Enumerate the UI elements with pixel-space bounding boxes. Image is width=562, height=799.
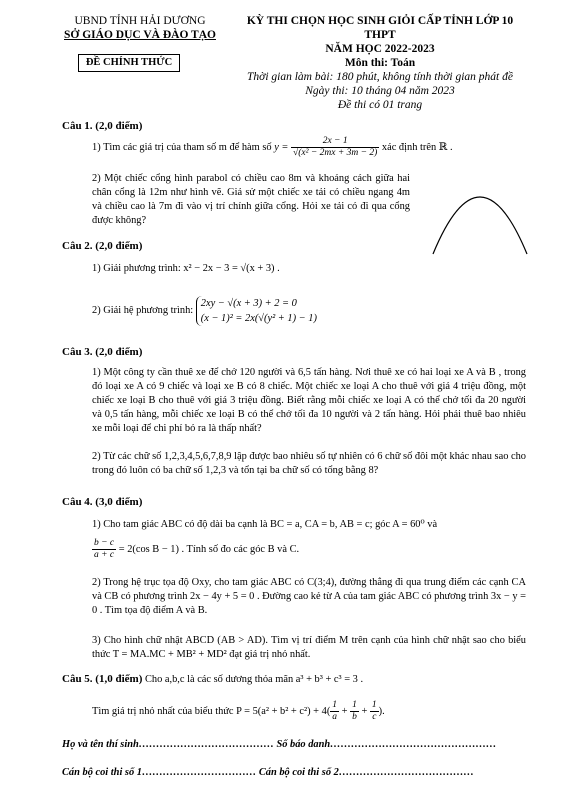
q2-part1: 1) Giải phương trình: x² − 2x − 3 = √(x + 3) . — [92, 263, 280, 274]
subject: Môn thi: Toán — [344, 57, 416, 69]
q2-system — [196, 296, 317, 326]
q3-part2: 2) Từ các chữ số 1,2,3,4,5,6,7,8,9 lập được bao nhiêu số tự nhiên có 6 chữ số đôi một khác nhau sao cho trong đó luôn có ba chữ số 1,2,3 và tổn tại ba chữ số có tổng bằng 8? — [92, 451, 526, 476]
q1-part2: 2) Một chiếc cổng hình parabol có chiều cao 8m và khoảng cách giữa hai chân cổng là 12m như hình vẽ. Giả sử một chiếc xe tải có chiều ngang 4m và chiều cao là 7m đi vào vị trí chính giữa cổng. Hỏi xe tải có đi qua cổng được không? — [92, 173, 410, 226]
time-info: Thời gian làm bài: 180 phút, không tính thời gian phát đề — [247, 71, 513, 83]
q5-line2-text: Tìm giá trị nhỏ nhất của biểu thức P = 5(a² + b² + c²) + 4( — [92, 705, 331, 717]
q3-heading: Câu 3. (2,0 điểm) — [62, 346, 143, 358]
q5-line2-tail: ). — [378, 705, 385, 717]
exam-title: KỲ THI CHỌN HỌC SINH GIỎI CẤP TỈNH LỚP 10 THPT — [246, 15, 514, 41]
org-line2: SỞ GIÁO DỤC VÀ ĐÀO TẠO — [64, 29, 216, 41]
q1-part1-tail: xác định trên ℝ . — [381, 141, 453, 153]
q4-part1b: $\frac{b - c}{a + c}$ = 2(cos B − 1) . Tính số đo các góc B và C. — [94, 538, 300, 560]
header-right — [235, 14, 525, 112]
q2-eq1: 2xy − √(x + 3) + 2 = 0 — [200, 298, 297, 309]
q2-part2-label: 2) Giải hệ phương trình: — [92, 305, 194, 316]
q5-line1 — [62, 672, 532, 687]
q4-part1a: 1) Cho tam giác ABC có độ dài ba cạnh là BC = a, CA = b, AB = c; góc A = 60⁰ và — [92, 519, 438, 530]
q3-part1: 1) Một công ty cần thuê xe để chở 120 người và 6,5 tấn hàng. Nơi thuê xe có hai loại xe A và B , trong đó loại xe A có 9 chiếc và loại xe B có 8 chiếc. Một chiếc xe loại A cho thuê với giá 4 triệu đồng, một chiếc xe loại B cho thuê với giá 3 triệu đồng. Biết rằng mỗi chiếc xe loại A có thể chở tối đa 20 người và 0,5 tấn hàng, mỗi chiếc xe loại B có thể chở tối đa 10 người và 2 tấn hàng. Hỏi phải thuê bao nhiêu xe mỗi loại để chi phí bỏ ra là thấp nhất? — [92, 367, 526, 434]
pages-info: Đề thi có 01 trang — [337, 99, 423, 111]
school-year: NĂM HỌC 2022-2023 — [325, 43, 435, 55]
q5-line2: Tìm giá trị nhỏ nhất của biểu thức P = 5(a² + b² + c²) + 4( $\frac{1}{a}$ + $\frac{1}{b}$ + $\frac{1}{c}$ ). — [92, 700, 385, 722]
q1-function: y = $\frac{2x - 1}{\text{√(x² − 2mx + 3m − 2)}}$ — [274, 136, 378, 158]
parabola-gate-figure — [425, 168, 535, 258]
q4-part3: 3) Cho hình chữ nhật ABCD (AB > AD). Tìm vị trí điểm M trên cạnh của hình chữ nhật sao cho biểu thức T = MA.MC + MB² + MD² đạt giá trị nhỏ nhất. — [92, 635, 526, 660]
q5-line1-text: Cho a,b,c là các số dương thỏa mãn a³ + b³ + c³ = 3 . — [144, 674, 364, 685]
q4-part1b-text: = 2(cos B − 1) . Tính số đo các góc B và C. — [118, 543, 300, 555]
q1-part1 — [92, 136, 512, 159]
header-left — [45, 14, 235, 42]
official-label: ĐỀ CHÍNH THỨC — [78, 54, 180, 72]
q1-heading: Câu 1. (2,0 điểm) — [62, 120, 143, 132]
date-info: Ngày thi: 10 tháng 04 năm 2023 — [305, 85, 455, 97]
candidate-line: Họ và tên thí sinh………………………………… Số báo danh………………………………………… — [62, 739, 497, 750]
q4-heading: Câu 4. (3,0 điểm) — [62, 496, 143, 508]
q2-heading: Câu 2. (2,0 điểm) — [62, 240, 143, 252]
q4-part2: 2) Trong hệ trục tọa độ Oxy, cho tam giác ABC có C(3;4), đường thẳng đi qua trung điểm các cạnh CA và CB có phương trình 2x − 4y + 5 = 0 . Đường cao kẻ từ A của tam giác ABC có phương trình 3x − y = 0 . Tìm tọa độ điểm A và B. — [92, 577, 526, 616]
proctor-line: Cán bộ coi thi số 1…………………………… Cán bộ coi thi số 2………………………………… — [62, 767, 474, 778]
q2-eq2: (x − 1)² = 2x(√(y² + 1) − 1) — [200, 313, 317, 324]
q5-heading: Câu 5. (1,0 điểm) — [62, 673, 143, 685]
q1-part1-text: 1) Tìm các giá trị của tham số m để hàm số — [92, 141, 272, 153]
q2-part2 — [92, 296, 512, 326]
org-line1: UBND TỈNH HẢI DƯƠNG — [74, 15, 206, 27]
